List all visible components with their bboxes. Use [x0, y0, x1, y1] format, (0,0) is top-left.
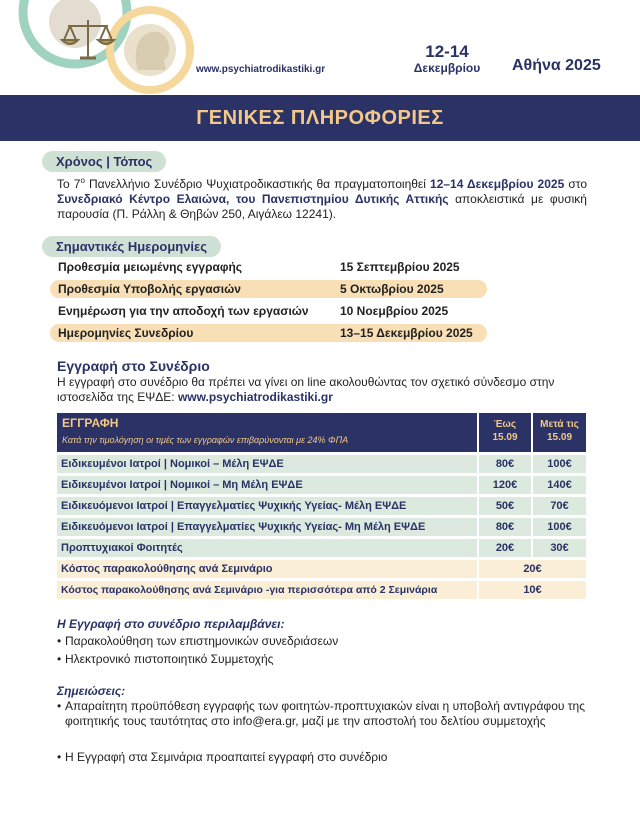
- row-early-price: 50€: [479, 497, 531, 515]
- table-row: [57, 518, 586, 536]
- row-late-price: 70€: [533, 497, 586, 515]
- header-dates-month: Δεκεμβρίου: [413, 61, 481, 75]
- logo-graphic: [0, 0, 200, 95]
- registration-intro: [57, 375, 587, 405]
- col-early-line2: 15.09: [492, 432, 518, 443]
- list-item: • Απαραίτητη προϋπόθεση εγγραφής των φοιτητών-προπτυχιακών είναι η υποβολή αντιγράφου της φοιτητικής τους ταυτότητας στο info@era.gr, μαζί με την αποστολή του δελτίου συμμετοχής: [57, 699, 585, 729]
- row-label: Ειδικευμένοι Ιατροί | Νομικοί – Μη Μέλη ΕΨΔΕ: [57, 476, 477, 494]
- row-late-price: 100€: [533, 518, 586, 536]
- date-row-value: 5 Οκτωβρίου 2025: [340, 282, 444, 296]
- row-label: Κόστος παρακολούθησης ανά Σεμινάριο -για περισσότερα από 2 Σεμινάρια: [57, 581, 477, 599]
- row-early-price: 80€: [479, 455, 531, 473]
- table-row: [57, 497, 586, 515]
- row-label: Προπτυχιακοί Φοιτητές: [57, 539, 477, 557]
- tp-part6: αποκλειστικά με φυσική παρουσία (Π. Ράλλη & Θηβών 250, Αιγάλεω 12241).: [57, 192, 587, 221]
- conference-logo: [0, 0, 200, 95]
- col-late-line2: 15.09: [546, 432, 573, 443]
- date-row: [50, 280, 487, 298]
- col-early-header: [479, 413, 531, 452]
- date-row-value: 10 Νοεμβρίου 2025: [340, 304, 449, 318]
- tp-part2: Πανελλήνιο Συνέδριο Ψυχιατροδικαστικής θα πραγματοποιηθεί: [84, 177, 431, 191]
- includes-heading: Η Εγγραφή στο συνέδριο περιλαμβάνει:: [57, 617, 285, 631]
- registration-link[interactable]: www.psychiatrodikastiki.gr: [177, 390, 333, 404]
- table-header: [57, 413, 586, 452]
- date-row-label: Ενημέρωση για την αποδοχή των εργασιών: [58, 304, 309, 318]
- list-item: • Ηλεκτρονικό πιστοποιητικό Συμμετοχής: [57, 652, 585, 667]
- row-late-price: 100€: [533, 455, 586, 473]
- header-dates: [404, 43, 490, 75]
- table-subtitle: Κατά την τιμολόγηση οι τιμές των εγγραφών επιβαρύνονται με 24% ΦΠΑ: [62, 435, 349, 445]
- tp-venue: Συνεδριακό Κέντρο Ελαιώνα, του Πανεπιστημίου Δυτικής Αττικής: [57, 192, 449, 206]
- tp-part4: στο: [564, 177, 587, 191]
- date-row-value: 13–15 Δεκεμβρίου 2025: [340, 326, 473, 340]
- col-early-line1: Έως: [493, 419, 517, 430]
- date-row: [50, 324, 487, 342]
- row-label: Ειδικευόμενοι Ιατροί | Επαγγελματίες Ψυχικής Υγείας- Μέλη ΕΨΔΕ: [57, 497, 477, 515]
- table-row: [57, 476, 586, 494]
- tp-part1: Το 7: [57, 177, 81, 191]
- registration-intro-text: Η εγγραφή στο συνέδριο θα πρέπει να γίνει on line ακολουθώντας τον σχετικό σύνδεσμο στην ιστοσελίδα της ΕΨΔΕ:: [57, 375, 555, 404]
- col-late-header: [533, 413, 586, 452]
- tp-sup: ο: [80, 176, 85, 185]
- date-row-label: Προθεσμία μειωμένης εγγραφής: [58, 260, 243, 274]
- date-row-value: 15 Σεπτεμβρίου 2025: [340, 260, 460, 274]
- important-dates-heading: Σημαντικές Ημερομηνίες: [42, 236, 221, 257]
- row-label: Ειδικευόμενοι Ιατροί | Επαγγελματίες Ψυχικής Υγείας- Μη Μέλη ΕΨΔΕ: [57, 518, 477, 536]
- date-row-label: Ημερομηνίες Συνεδρίου: [58, 326, 194, 340]
- table-row: [57, 539, 586, 557]
- registration-table: [57, 413, 586, 599]
- table-header-main: [57, 413, 477, 452]
- row-label: Ειδικευμένοι Ιατροί | Νομικοί – Μέλη ΕΨΔΕ: [57, 455, 477, 473]
- list-item: • Παρακολούθηση των επιστημονικών συνεδριάσεων: [57, 634, 585, 649]
- col-late-line1: Μετά τις: [540, 419, 579, 430]
- row-single-price: 10€: [479, 581, 586, 599]
- registration-heading: Εγγραφή στο Συνέδριο: [57, 358, 210, 374]
- page-title: ΓΕΝΙΚΕΣ ΠΛΗΡΟΦΟΡΙΕΣ: [0, 95, 640, 141]
- time-place-heading: Χρόνος | Τόπος: [42, 151, 166, 172]
- row-early-price: 80€: [479, 518, 531, 536]
- date-row: [50, 258, 487, 276]
- table-row: [57, 581, 586, 599]
- table-title: ΕΓΓΡΑΦΗ: [62, 416, 119, 430]
- table-row: [57, 560, 586, 578]
- row-late-price: 30€: [533, 539, 586, 557]
- header-dates-days: 12-14: [425, 42, 469, 61]
- row-early-price: 120€: [479, 476, 531, 494]
- notes-heading: Σημειώσεις:: [57, 684, 126, 698]
- row-late-price: 140€: [533, 476, 586, 494]
- date-row-label: Προθεσμία Υποβολής εργασιών: [58, 282, 241, 296]
- tp-dates: 12–14 Δεκεμβρίου 2025: [430, 177, 565, 191]
- table-row: [57, 455, 586, 473]
- list-item: • Η Εγγραφή στα Σεμινάρια προαπαιτεί εγγραφή στο συνέδριο: [57, 750, 585, 765]
- site-url[interactable]: www.psychiatrodikastiki.gr: [196, 64, 326, 75]
- row-label: Κόστος παρακολούθησης ανά Σεμινάριο: [57, 560, 477, 578]
- header-city-year: Αθήνα 2025: [512, 57, 601, 74]
- time-place-text: [57, 173, 587, 222]
- date-row: [50, 302, 487, 320]
- row-single-price: 20€: [479, 560, 586, 578]
- row-early-price: 20€: [479, 539, 531, 557]
